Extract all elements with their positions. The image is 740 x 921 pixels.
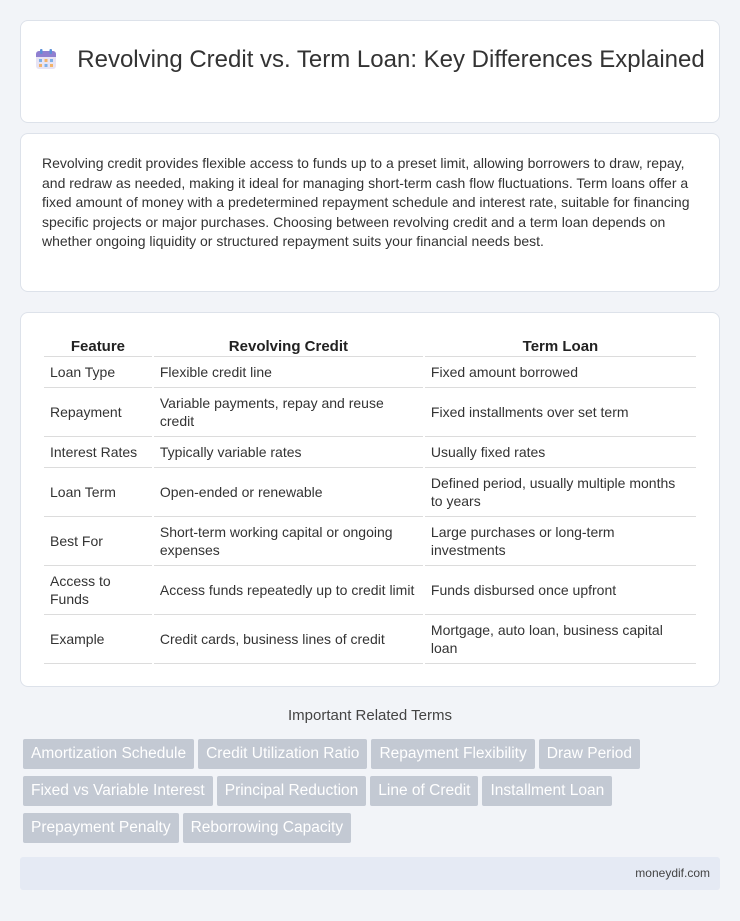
row-revolving-credit: Flexible credit line — [154, 357, 423, 388]
tag-row — [23, 776, 616, 806]
tag-prepayment-penalty[interactable]: Prepayment Penalty — [23, 813, 179, 843]
row-feature: Example — [44, 615, 152, 664]
footer — [20, 857, 720, 890]
tag-line-of-credit[interactable]: Line of Credit — [370, 776, 478, 806]
row-term-loan: Large purchases or long-term investments — [425, 517, 696, 566]
page-title: Revolving Credit vs. Term Loan: Key Differences Explained — [77, 46, 705, 73]
row-feature: Repayment — [44, 388, 152, 437]
tag-fixed-vs-variable-interest[interactable]: Fixed vs Variable Interest — [23, 776, 213, 806]
tag-reborrowing-capacity[interactable]: Reborrowing Capacity — [183, 813, 352, 843]
table-row — [44, 615, 696, 664]
row-term-loan: Fixed amount borrowed — [425, 357, 696, 388]
row-revolving-credit: Typically variable rates — [154, 437, 423, 468]
footer-site-link[interactable]: moneydif.com — [635, 866, 710, 880]
row-feature: Loan Type — [44, 357, 152, 388]
table-row — [44, 388, 696, 437]
table-row — [44, 357, 696, 388]
row-term-loan: Mortgage, auto loan, business capital loan — [425, 615, 696, 664]
related-terms-title: Important Related Terms — [288, 707, 452, 724]
intro-card — [20, 133, 720, 292]
title-card — [20, 20, 720, 123]
table-row — [44, 468, 696, 517]
row-revolving-credit: Short-term working capital or ongoing expenses — [154, 517, 423, 566]
comparison-card — [20, 312, 720, 687]
tag-row — [23, 739, 644, 769]
tag-installment-loan[interactable]: Installment Loan — [482, 776, 612, 806]
header-revolving-credit: Revolving Credit — [154, 333, 423, 357]
intro-paragraph: Revolving credit provides flexible access to funds up to a preset limit, allowing borrowers to draw, repay, and redraw as needed, making it ideal for managing short-term cash flow fluctuations. Term loans offer a fixed amount of money with a predetermined repayment schedule and interest rate, suitable for financing specific projects or major purchases. Choosing between revolving credit and a term loan depends on whether ongoing liquidity or structured repayment suits your financial needs best. — [42, 155, 690, 249]
row-feature: Loan Term — [44, 468, 152, 517]
tag-principal-reduction[interactable]: Principal Reduction — [217, 776, 367, 806]
row-feature: Best For — [44, 517, 152, 566]
row-revolving-credit: Access funds repeatedly up to credit limit — [154, 566, 423, 615]
table-row — [44, 437, 696, 468]
comparison-table — [42, 333, 698, 664]
table-header-row — [44, 333, 696, 357]
header-term-loan: Term Loan — [425, 333, 696, 357]
header-feature: Feature — [44, 333, 152, 357]
row-revolving-credit: Open-ended or renewable — [154, 468, 423, 517]
tag-draw-period[interactable]: Draw Period — [539, 739, 640, 769]
table-row — [44, 517, 696, 566]
row-revolving-credit: Variable payments, repay and reuse credit — [154, 388, 423, 437]
row-term-loan: Usually fixed rates — [425, 437, 696, 468]
row-feature: Interest Rates — [44, 437, 152, 468]
table-row — [44, 566, 696, 615]
tag-row — [23, 813, 355, 843]
tag-amortization-schedule[interactable]: Amortization Schedule — [23, 739, 194, 769]
tag-repayment-flexibility[interactable]: Repayment Flexibility — [371, 739, 534, 769]
row-term-loan: Fixed installments over set term — [425, 388, 696, 437]
page-title-wrap — [21, 45, 719, 74]
row-term-loan: Defined period, usually multiple months to years — [425, 468, 696, 517]
row-term-loan: Funds disbursed once upfront — [425, 566, 696, 615]
row-feature: Access to Funds — [44, 566, 152, 615]
calendar-icon — [35, 48, 57, 70]
tag-credit-utilization-ratio[interactable]: Credit Utilization Ratio — [198, 739, 367, 769]
row-revolving-credit: Credit cards, business lines of credit — [154, 615, 423, 664]
